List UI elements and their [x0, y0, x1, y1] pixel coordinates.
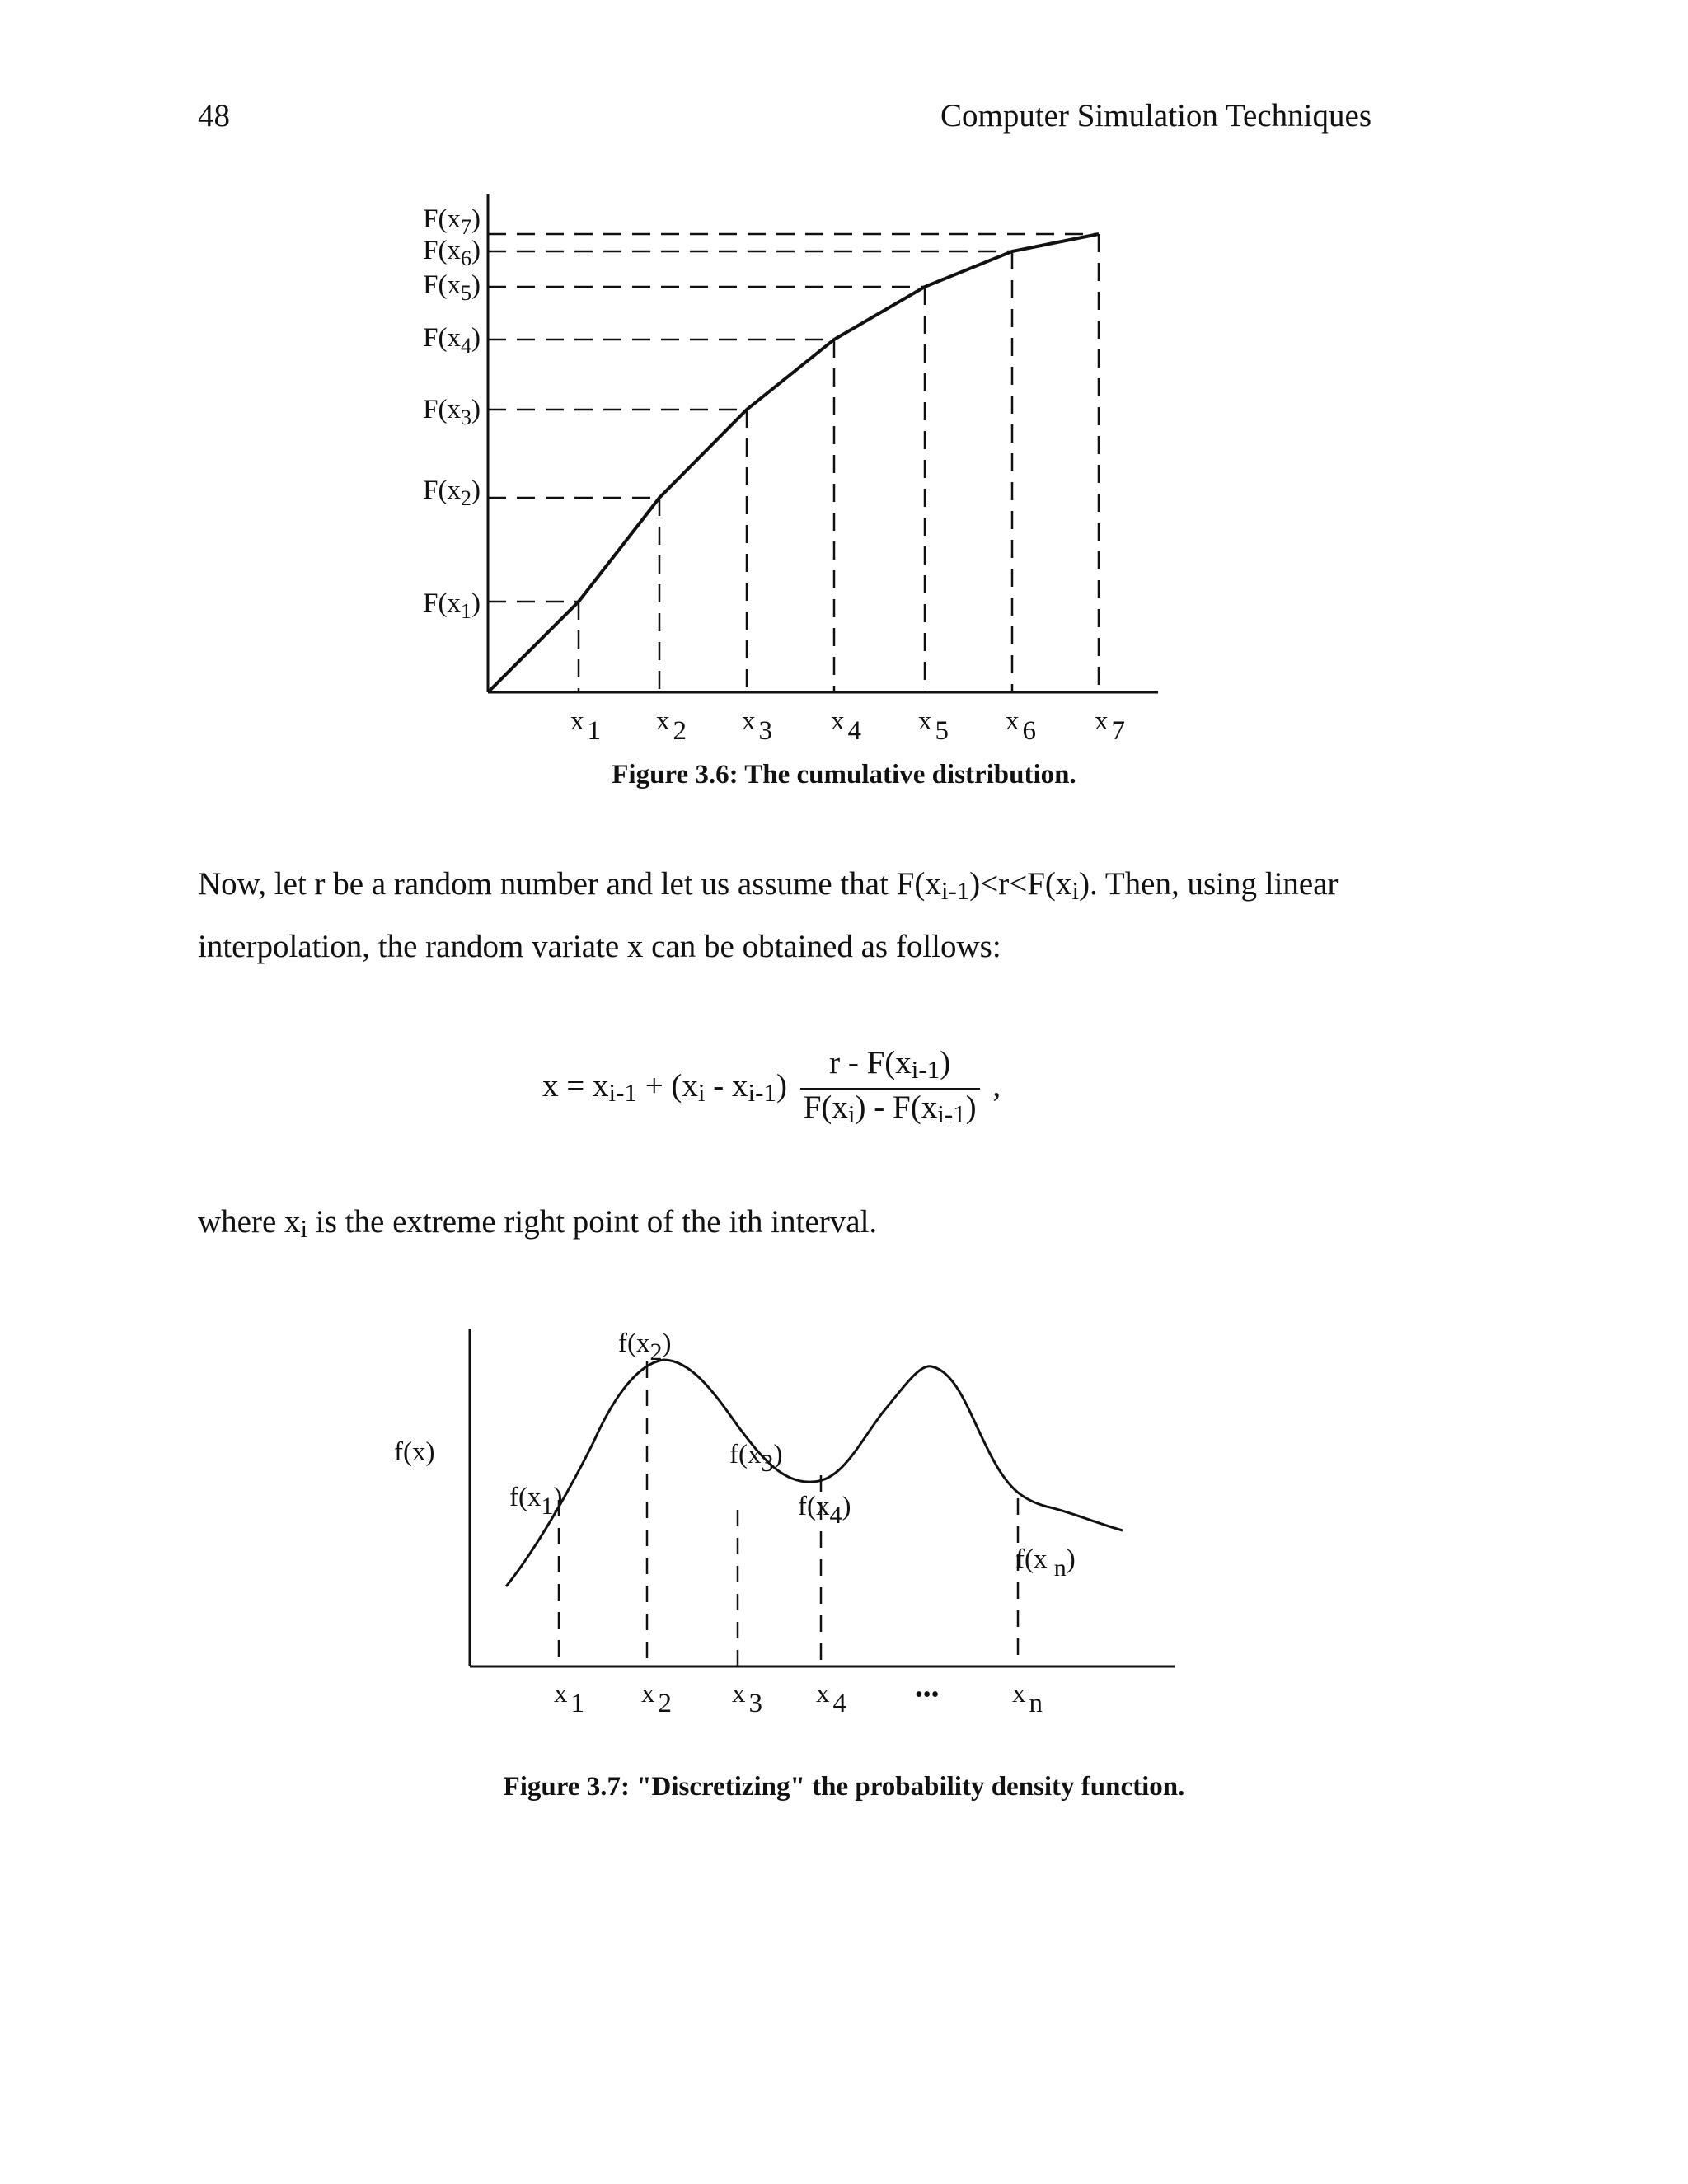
cdf-x-label-2: x 2 [656, 706, 687, 746]
cdf-y-label-3: $F(x_3)$ [423, 395, 481, 429]
cdf-curve [488, 234, 1099, 692]
pdf-point-label-4: f(x4) [798, 1492, 851, 1529]
text-run: )<r<F(x [969, 866, 1072, 902]
figure-3-6-caption: Figure 3.6: The cumulative distribution. [612, 760, 1076, 790]
text-run: where x [198, 1204, 301, 1240]
running-title: Computer Simulation Techniques [940, 98, 1372, 134]
cdf-y-label-1: $F(x_1)$ [423, 588, 481, 623]
subscript: i-1 [940, 876, 970, 905]
figure-3-7 [0, 1302, 1688, 1764]
pdf-x-label-1: x 1 [554, 1679, 584, 1718]
subscript: i [300, 1214, 308, 1243]
cdf-x-label-6: x 6 [1006, 706, 1036, 746]
cdf-x-label-7: x 7 [1095, 706, 1125, 746]
paragraph-1-line-1 [198, 865, 1339, 906]
interpolation-equation [542, 1045, 1001, 1132]
cdf-x-label-3: x 3 [742, 706, 772, 746]
eq-sub: i-1 [608, 1077, 637, 1107]
cdf-y-label-5: $F(x_5)$ [423, 270, 481, 305]
fraction-numerator [800, 1045, 980, 1090]
pdf-x-label-4: x 4 [816, 1679, 846, 1718]
eq-sub: i-1 [748, 1077, 776, 1107]
text-run: Now, let r be a random number and let us assume that F(x [198, 866, 941, 902]
eq-text: - x [705, 1067, 748, 1104]
subscript: i [1071, 876, 1080, 905]
eq-text: , [984, 1067, 1001, 1104]
pdf-x-ellipsis: ••• [915, 1682, 940, 1708]
cdf-y-label-4: $F(x_4)$ [423, 323, 481, 358]
paragraph-2 [198, 1203, 877, 1244]
eq-text: + (x [636, 1067, 698, 1104]
eq-text: ) [965, 1090, 977, 1125]
pdf-x-label-3: x 3 [732, 1679, 762, 1718]
cdf-y-label-6: $F(x_6)$ [423, 236, 481, 270]
figure-3-6 [0, 0, 1688, 824]
pdf-point-label-3: f(x3) [729, 1440, 783, 1477]
fraction [800, 1045, 980, 1132]
pdf-guide-lines [559, 1361, 1018, 1666]
pdf-point-label-n: f(x n) [1015, 1544, 1076, 1582]
text-run: is the extreme right point of the ith interval. [307, 1204, 878, 1240]
eq-sub: i-1 [911, 1055, 940, 1084]
fraction-denominator [800, 1090, 980, 1132]
eq-text: ) [776, 1067, 787, 1104]
cdf-x-label-4: x 4 [831, 706, 861, 746]
eq-sub: i-1 [937, 1099, 966, 1128]
text-run: ). Then, using linear [1079, 866, 1339, 902]
cdf-x-label-1: x 1 [570, 706, 601, 746]
pdf-point-label-1: f(x1) [509, 1483, 563, 1520]
cdf-x-label-5: x 5 [918, 706, 949, 746]
eq-text: F(x [803, 1090, 848, 1125]
cdf-y-label-2: $F(x_2)$ [423, 476, 481, 510]
pdf-y-axis-label: f(x) [394, 1437, 435, 1467]
paragraph-1-line-2: interpolation, the random variate x can be obtained as follows: [198, 929, 1001, 964]
eq-text: r - F(x [829, 1045, 912, 1080]
guide-lines [488, 234, 1099, 692]
eq-sub: i [847, 1099, 856, 1128]
cdf-y-label-7: $F(x_7)$ [423, 204, 481, 239]
eq-text: x = x [542, 1067, 609, 1104]
figure-3-7-caption: Figure 3.7: "Discretizing" the probability density function. [503, 1772, 1185, 1802]
eq-text: ) - F(x [855, 1090, 938, 1125]
pdf-point-label-2: f(x2) [618, 1329, 672, 1366]
eq-text: ) [940, 1045, 951, 1080]
pdf-x-label-n: x n [1012, 1679, 1043, 1718]
page-number: 48 [198, 98, 230, 134]
eq-sub: i [697, 1077, 706, 1107]
pdf-x-label-2: x 2 [641, 1679, 672, 1718]
